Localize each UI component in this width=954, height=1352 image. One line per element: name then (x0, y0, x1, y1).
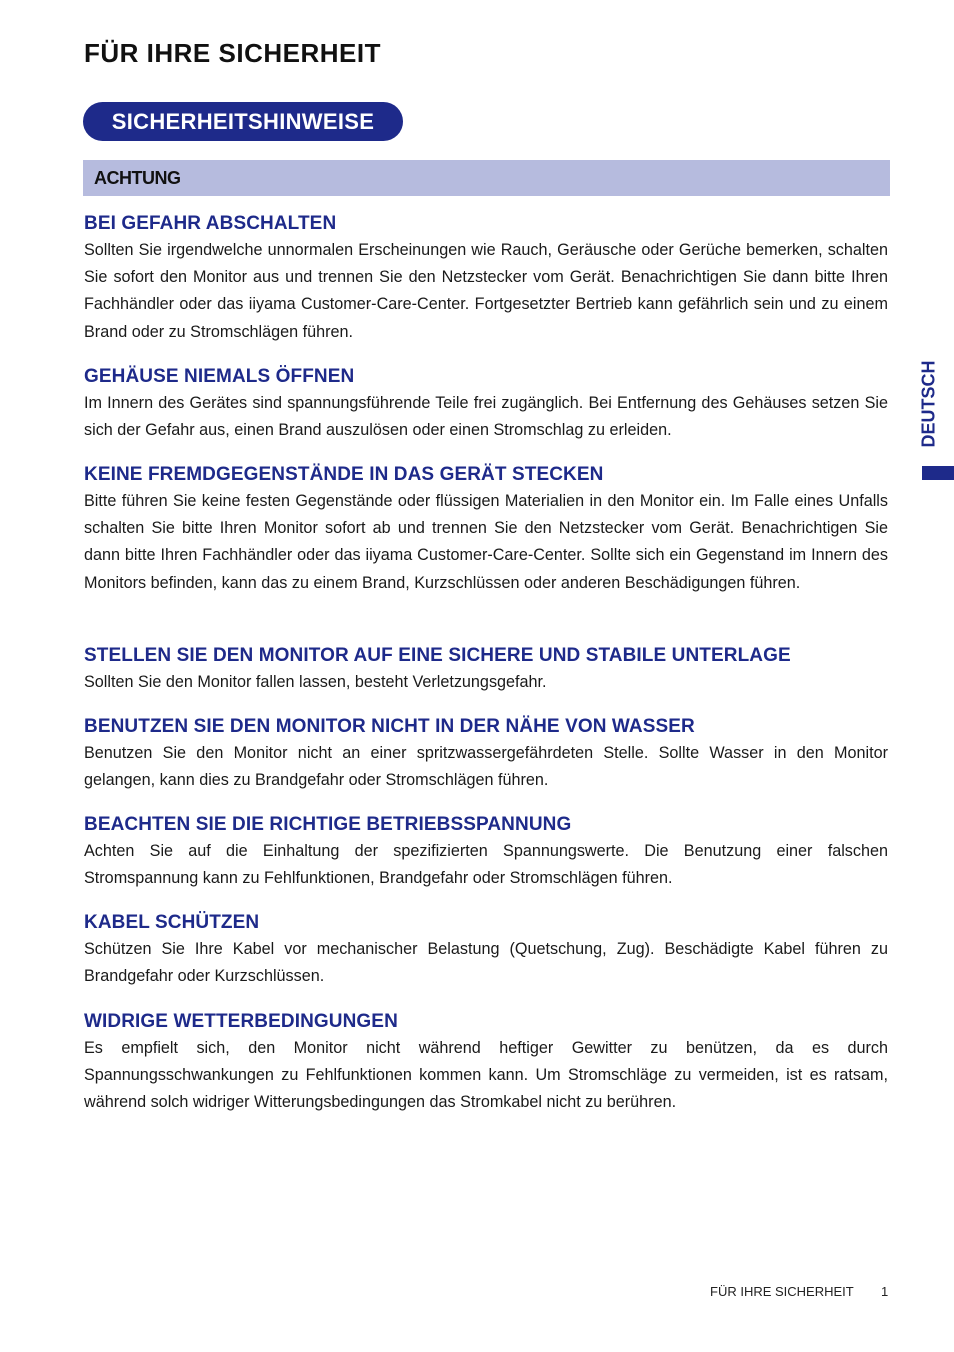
section-body: Sollten Sie irgendwelche unnormalen Erscheinungen wie Rauch, Geräusche oder Gerüche bemerken, schalten Sie sofort den Monitor aus und trennen Sie den Netzstecker vom Gerät. Benachrichtigen Sie dann bitte Ihren Fachhändler oder das iiyama Customer-Care-Center. Fortgesetzter Bertrieb kann gefährlich sein und zu einem Brand oder zu Stromschlägen führen. (84, 241, 888, 341)
section-heading: GEHÄUSE NIEMALS ÖFFNEN (84, 366, 355, 387)
section-heading: KEINE FREMDGEGENSTÄNDE IN DAS GERÄT STECKEN (84, 464, 604, 485)
section-nicht-nahe-wasser (84, 714, 888, 794)
section-heading: KABEL SCHÜTZEN (84, 912, 260, 933)
section-sichere-unterlage (84, 643, 888, 696)
footer-label: FÜR IHRE SICHERHEIT (710, 1284, 854, 1299)
section-heading: BEI GEFAHR ABSCHALTEN (84, 213, 337, 234)
section-kabel-schuetzen (84, 910, 888, 990)
section-heading: BEACHTEN SIE DIE RICHTIGE BETRIEBSSPANNUNG (84, 814, 572, 835)
section-keine-fremdgegenstaende (84, 462, 888, 597)
language-tab-marker (922, 466, 954, 480)
warning-bar: ACHTUNG (83, 160, 890, 196)
section-gehaeuse-niemals-oeffnen (84, 364, 888, 444)
section-body: Schützen Sie Ihre Kabel vor mechanischer Belastung (Quetschung, Zug). Beschädigte Kabel führen zu Brandgefahr oder Kurzschlüssen. (84, 940, 888, 986)
section-body: Bitte führen Sie keine festen Gegenstände oder flüssigen Materialien in den Monitor ein. Im Falle eines Unfalls schalten Sie bitte Ihren Monitor sofort ab und trennen Sie den Netzstecker vom Gerät. Benachrichtigen Sie dann bitte Ihren Fachhändler oder das iiyama Customer-Care-Center. Sollte sich ein Gegenstand im Innern des Monitors befinden, kann das zu einem Brand, Kurzschlüssen oder anderen Beschädigungen führen. (84, 492, 888, 592)
language-tab (914, 352, 944, 456)
section-widrige-wetterbedingungen (84, 1009, 888, 1117)
section-bei-gefahr-abschalten (84, 211, 888, 346)
section-heading: WIDRIGE WETTERBEDINGUNGEN (84, 1011, 398, 1032)
section-pill: SICHERHEITSHINWEISE (83, 102, 403, 141)
section-body: Es empfielt sich, den Monitor nicht während heftiger Gewitter zu benützen, da es durch Spannungsschwankungen zu Fehlfunktionen kommen kann. Um Stromschläge zu vermeiden, ist es ratsam, während solch widriger Witterungsbedingungen das Stromkabel nicht zu berühren. (84, 1039, 888, 1112)
language-tab-label: DEUTSCH (918, 360, 939, 448)
page-title: FÜR IHRE SICHERHEIT (84, 38, 381, 68)
section-body: Sollten Sie den Monitor fallen lassen, besteht Verletzungsgefahr. (84, 673, 547, 691)
section-body: Benutzen Sie den Monitor nicht an einer spritzwassergefährdeten Stelle. Sollte Wasser in den Monitor gelangen, kann dies zu Brandgefahr oder Stromschlägen führen. (84, 744, 888, 790)
section-body: Achten Sie auf die Einhaltung der spezifizierten Spannungswerte. Die Benutzung einer falschen Stromspannung kann zu Fehlfunktionen, Brandgefahr oder Stromschlägen führen. (84, 842, 888, 888)
section-heading: STELLEN SIE DEN MONITOR AUF EINE SICHERE UND STABILE UNTERLAGE (84, 645, 791, 666)
section-heading: BENUTZEN SIE DEN MONITOR NICHT IN DER NÄHE VON WASSER (84, 716, 695, 737)
section-betriebsspannung (84, 812, 888, 892)
section-body: Im Innern des Gerätes sind spannungsführende Teile frei zugänglich. Bei Entfernung des Gehäuses setzen Sie sich der Gefahr aus, einen Brand auszulösen oder einen Stromschlag zu erleiden. (84, 394, 888, 440)
footer-page-number: 1 (881, 1284, 889, 1299)
